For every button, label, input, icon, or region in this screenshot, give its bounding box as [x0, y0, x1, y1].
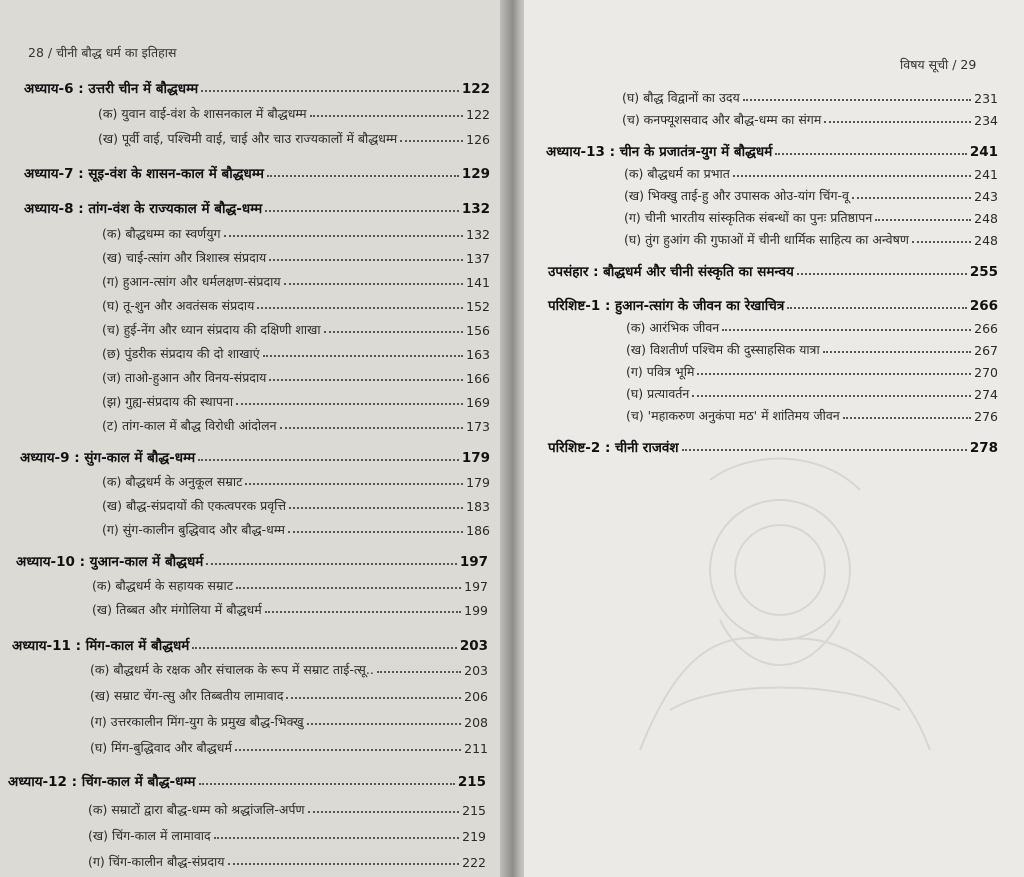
toc-sub-8a: (क) बौद्धधम्म का स्वर्णयुग 132	[102, 226, 490, 242]
toc-chapter-12: अध्याय-12 : चिंग-काल में बौद्ध-धम्म 215	[8, 774, 486, 790]
toc-chapter-9: अध्याय-9 : सुंग-काल में बौद्ध-धम्म 179	[20, 450, 490, 466]
toc-sub-10a: (क) बौद्धधर्म के सहायक सम्राट 197	[92, 578, 488, 594]
toc-sub-11d: (घ) मिंग-बुद्धिवाद और बौद्धधर्म 211	[90, 740, 488, 756]
toc-sub-a1d: (घ) प्रत्यावर्तन 274	[626, 386, 998, 402]
toc-sub-a1b: (ख) विशतीर्ण पश्चिम की दुस्साहसिक यात्रा 267	[626, 342, 998, 358]
toc-chapter-10: अध्याय-10 : युआन-काल में बौद्धधर्म 197	[16, 554, 488, 570]
toc-sub-8c: (ग) हुआन-त्सांग और धर्मलक्षण-संप्रदाय 141	[102, 274, 490, 290]
toc-chapter-13: अध्याय-13 : चीन के प्रजातंत्र-युग में बौद्धधर्म 241	[546, 144, 998, 160]
toc-sub-13b: (ख) भिक्खु ताई-हु और उपासक ओउ-यांग चिंग-वू 243	[624, 188, 998, 204]
toc-sub-9a: (क) बौद्धधर्म के अनुकूल सम्राट 179	[102, 474, 490, 490]
toc-sub-12b: (ख) चिंग-काल में लामावाद 219	[88, 828, 486, 844]
toc-chapter-6: अध्याय-6 : उत्तरी चीन में बौद्धधम्म 122	[24, 81, 490, 97]
toc-sub-6b: (ख) पूर्वी वाई, पश्चिमी वाई, चाई और चाउ राज्यकालों में बौद्धधम्म 126	[98, 131, 490, 147]
toc-appendix-2: परिशिष्ट-2 : चीनी राजवंश 278	[548, 440, 998, 456]
toc-sub-8d: (घ) तू-शुन और अवतंसक संप्रदाय 152	[102, 298, 490, 314]
toc-sub-8e: (च) हुई-नेंग और ध्यान संप्रदाय की दक्षिणी शाखा 156	[102, 322, 490, 338]
watermark-illustration	[600, 450, 960, 780]
toc-epilogue: उपसंहार : बौद्धधर्म और चीनी संस्कृति का समन्वय 255	[548, 264, 998, 280]
toc-sub-8f: (छ) पुंडरीक संप्रदाय की दो शाखाएं 163	[102, 346, 490, 362]
toc-chapter-11: अध्याय-11 : मिंग-काल में बौद्धधर्म 203	[12, 638, 488, 654]
toc-sub-8h: (झ) गुह्य-संप्रदाय की स्थापना 169	[102, 394, 490, 410]
toc-sub-a1a: (क) आरंभिक जीवन 266	[626, 320, 998, 336]
toc-sub-13c: (ग) चीनी भारतीय सांस्कृतिक संबन्धों का पुनः प्रतिष्ठापन 248	[624, 210, 998, 226]
toc-sub-10b: (ख) तिब्बत और मंगोलिया में बौद्धधर्म 199	[92, 602, 488, 618]
toc-appendix-1: परिशिष्ट-1 : हुआन-त्सांग के जीवन का रेखाचित्र 266	[548, 298, 998, 314]
toc-sub-12d: (घ) बौद्ध विद्वानों का उदय 231	[622, 90, 998, 106]
toc-sub-8g: (ज) ताओ-हुआन और विनय-संप्रदाय 166	[102, 370, 490, 386]
toc-sub-a1e: (च) 'महाकरुण अनुकंपा मठ' में शांतिमय जीवन 276	[626, 408, 998, 424]
right-page-header: विषय सूची / 29	[900, 57, 977, 72]
toc-sub-11c: (ग) उत्तरकालीन मिंग-युग के प्रमुख बौद्ध-भिक्खु 208	[90, 714, 488, 730]
toc-sub-12c: (ग) चिंग-कालीन बौद्ध-संप्रदाय 222	[88, 854, 486, 870]
toc-sub-12a: (क) सम्राटों द्वारा बौद्ध-धम्म को श्रद्धांजलि-अर्पण 215	[88, 802, 486, 818]
toc-sub-13a: (क) बौद्धधर्म का प्रभात 241	[624, 166, 998, 182]
left-page-header: 28 / चीनी बौद्ध धर्म का इतिहास	[28, 45, 177, 60]
toc-sub-9b: (ख) बौद्ध-संप्रदायों की एकत्वपरक प्रवृत्ति 183	[102, 498, 490, 514]
toc-sub-a1c: (ग) पवित्र भूमि 270	[626, 364, 998, 380]
toc-sub-9c: (ग) सुंग-कालीन बुद्धिवाद और बौद्ध-धम्म 186	[102, 522, 490, 538]
toc-sub-12e: (च) कनफ्यूशसवाद और बौद्ध-धम्म का संगम 234	[622, 112, 998, 128]
toc-sub-8b: (ख) चाई-त्सांग और त्रिशास्त्र संप्रदाय 137	[102, 250, 490, 266]
toc-chapter-8: अध्याय-8 : तांग-वंश के राज्यकाल में बौद्ध-धम्म 132	[24, 201, 490, 217]
toc-sub-11b: (ख) सम्राट चेंग-त्सु और तिब्बतीय लामावाद 206	[90, 688, 488, 704]
toc-sub-8i: (ट) तांग-काल में बौद्ध विरोधी आंदोलन 173	[102, 418, 490, 434]
toc-sub-6a: (क) युवान वाई-वंश के शासनकाल में बौद्धधम्म 122	[98, 106, 490, 122]
toc-sub-11a: (क) बौद्धधर्म के रक्षक और संचालक के रूप में सम्राट ताई-त्सू.. 203	[90, 662, 488, 678]
toc-sub-13d: (घ) तुंग हुआंग की गुफाओं में चीनी धार्मिक साहित्य का अन्वेषण 248	[624, 232, 998, 248]
toc-chapter-7: अध्याय-7 : सूइ-वंश के शासन-काल में बौद्धधम्म 129	[24, 166, 490, 182]
